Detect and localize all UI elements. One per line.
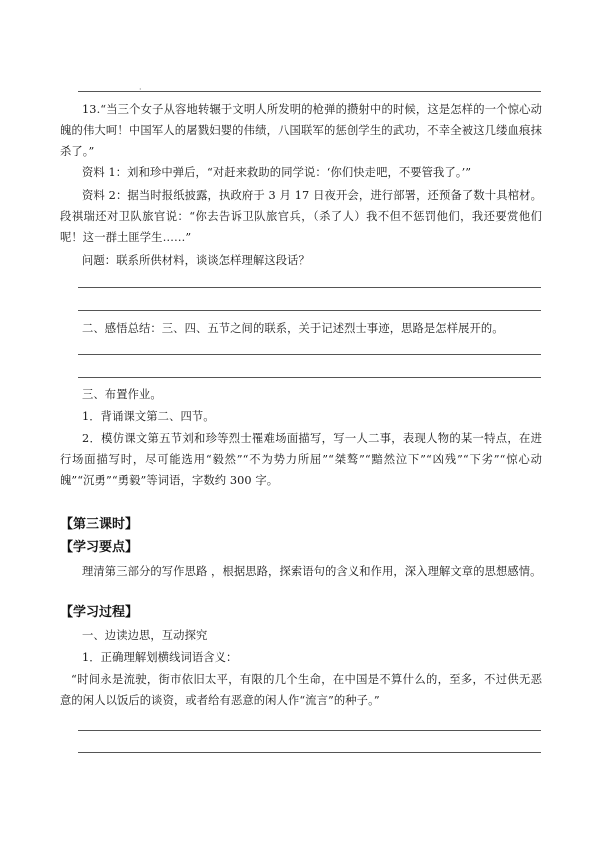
answer-line [78, 91, 541, 92]
step-1-item: 1．正确理解划横线词语含义： [82, 651, 238, 664]
quoted-passage: “时间永是流驶，街市依旧太平，有限的几个生命，在中国是不算什么的，至多，不过供无恶意的闲人以饭后的谈资，或者给有恶意的闲人作“流言”的种子。” [60, 673, 542, 707]
answer-line [78, 752, 541, 753]
answer-line [78, 354, 541, 355]
stray-dot: · [139, 85, 142, 94]
answer-line [78, 310, 541, 311]
answer-line [78, 377, 541, 378]
question-prompt: 问题：联系所供材料，谈谈怎样理解这段话？ [82, 254, 310, 267]
step-1-title: 一、边读边思，互动探究 [82, 629, 208, 642]
section-three-title: 三、布置作业。 [82, 388, 162, 401]
section-two-text: 二、感悟总结：三、四、五节之间的联系，关于记述烈士事迹，思路是怎样展开的。 [82, 322, 504, 335]
lesson-three-heading: 【第三课时】 [60, 517, 139, 532]
question-13-text: 13.“当三个女子从容地转辗于文明人所发明的枪弹的攒射中的时候，这是怎样的一个惊心动魄的伟大呵！中国军人的屠戮妇婴的伟绩，八国联军的惩创学生的武功，不幸全被这几缕血痕抹杀了。” [60, 103, 542, 158]
homework-item-1: 1．背诵课文第二、四节。 [82, 410, 215, 423]
answer-line [78, 730, 541, 731]
material-2: 资料 2：据当时报纸披露，执政府于 3 月 17 日夜开会，进行部署，还预备了数十具棺材。段祺瑞还对卫队旅官说：“你去告诉卫队旅官兵，（杀了人）我不但不惩罚他们，我还要赏他们呢！这一群土匪学生……” [60, 189, 542, 244]
material-1: 资料 1：刘和珍中弹后，“对赶来救助的同学说：‘你们快走吧，不要管我了。’” [82, 166, 472, 179]
process-heading: 【学习过程】 [60, 605, 139, 620]
key-points-text: 理清第三部分的写作思路 ，根据思路，探索语句的含义和作用，深入理解文章的思想感情。 [82, 565, 542, 578]
answer-line [78, 287, 541, 288]
homework-item-2: 2．模仿课文第五节刘和珍等烈士罹难场面描写，写一人二事，表现人物的某一特点，在进行场面描写时，尽可能选用“毅然”“不为势力所屈”“桀骜”“黯然泣下”“凶残”“下劣”“惊心动魄”“沉勇”“勇毅”等词语，字数约 300 字。 [60, 432, 542, 487]
key-points-heading: 【学习要点】 [60, 540, 139, 555]
